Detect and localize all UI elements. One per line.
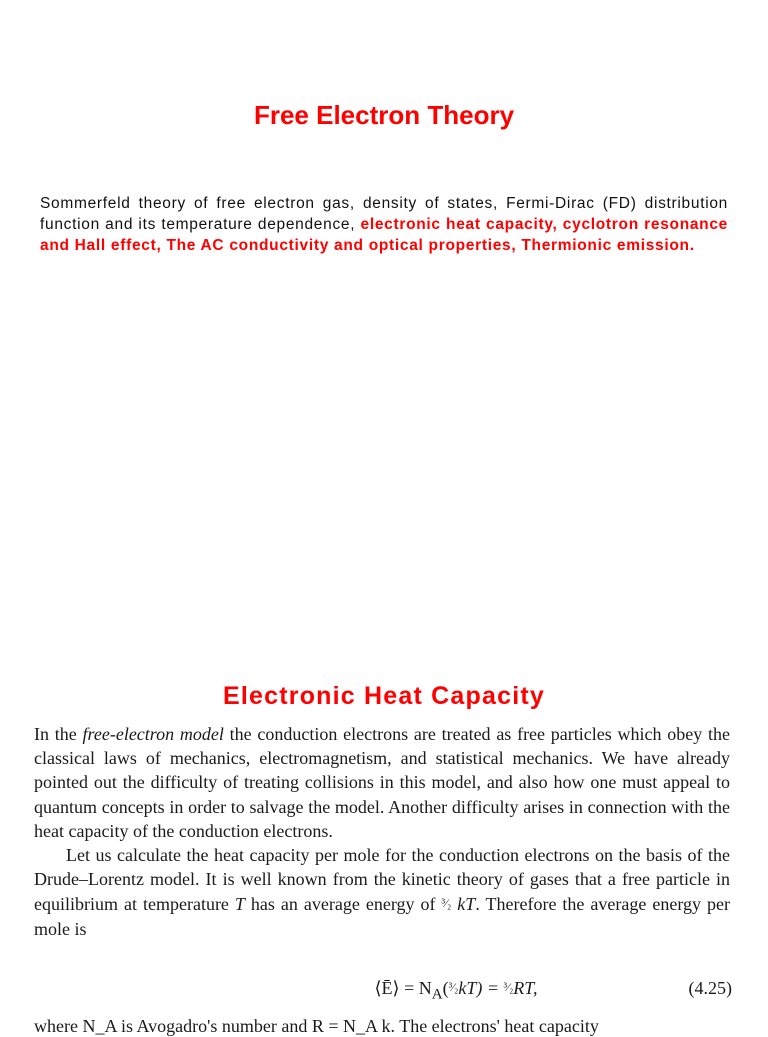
equation-subscript: A — [431, 986, 443, 1003]
paragraph-2-text-b: has an average energy of — [244, 894, 442, 915]
paragraph-2-text-a: Let us calculate the heat capacity per mole for the conduction electrons on the basis of the Drude–Lorentz model. It is well known from the kinetic theory of gases that a free particle in equilibrium at temperature — [34, 845, 730, 915]
paragraph-1-italic: free-electron model — [82, 724, 224, 744]
equation-4-25 — [0, 978, 768, 1002]
intro-plain-text: Sommerfeld theory of free electron gas, density of states, Fermi-Dirac (FD) distribution function and its temperature dependence, — [40, 195, 728, 233]
scanned-text-body — [34, 722, 730, 941]
equation-rt: RT, — [513, 978, 538, 998]
equation-lhs: ⟨Ē⟩ = N — [374, 978, 432, 998]
equation-fraction-1: ³⁄₂ — [448, 980, 459, 994]
paragraph-1-text-b: the conduction electrons are treated as free particles which obey the classical laws of mechanics, electromagnetism, and statistical mechanics. We have already pointed out the difficulty of treating collisions in this model, and also how one must appeal to quantum concepts in order to salvage the model. Another difficulty arises in connection with the heat capacity of the conduction electrons. — [34, 724, 731, 841]
paragraph-2-var-kt: kT — [451, 894, 476, 915]
paragraph-2-var-t: T — [234, 894, 245, 915]
cut-off-text-line: where N_A is Avogadro's number and R = N_A k. The electrons' heat capacity — [34, 1016, 599, 1036]
paragraph-2-text-c: . Therefore the average energy per mole is — [34, 894, 730, 939]
section-title: Electronic Heat Capacity — [223, 682, 545, 710]
equation-kt: kT) = — [458, 978, 504, 998]
page-title: Free Electron Theory — [253, 100, 515, 130]
paragraph-1 — [34, 722, 730, 843]
equation-body — [375, 978, 538, 1004]
paragraph-2-fraction: ³⁄₂ — [441, 896, 452, 911]
equation-number: (4.25) — [688, 978, 732, 998]
equation-fraction-2: ³⁄₂ — [503, 980, 514, 994]
equation-paren: ( — [442, 978, 449, 998]
intro-paragraph — [40, 193, 728, 256]
paragraph-1-text-a: In the — [34, 724, 83, 744]
paragraph-2 — [34, 843, 730, 941]
intro-highlight-text: electronic heat capacity, cyclotron resonance and Hall effect, The AC conductivity and optical properties, Thermionic emission. — [40, 216, 728, 254]
